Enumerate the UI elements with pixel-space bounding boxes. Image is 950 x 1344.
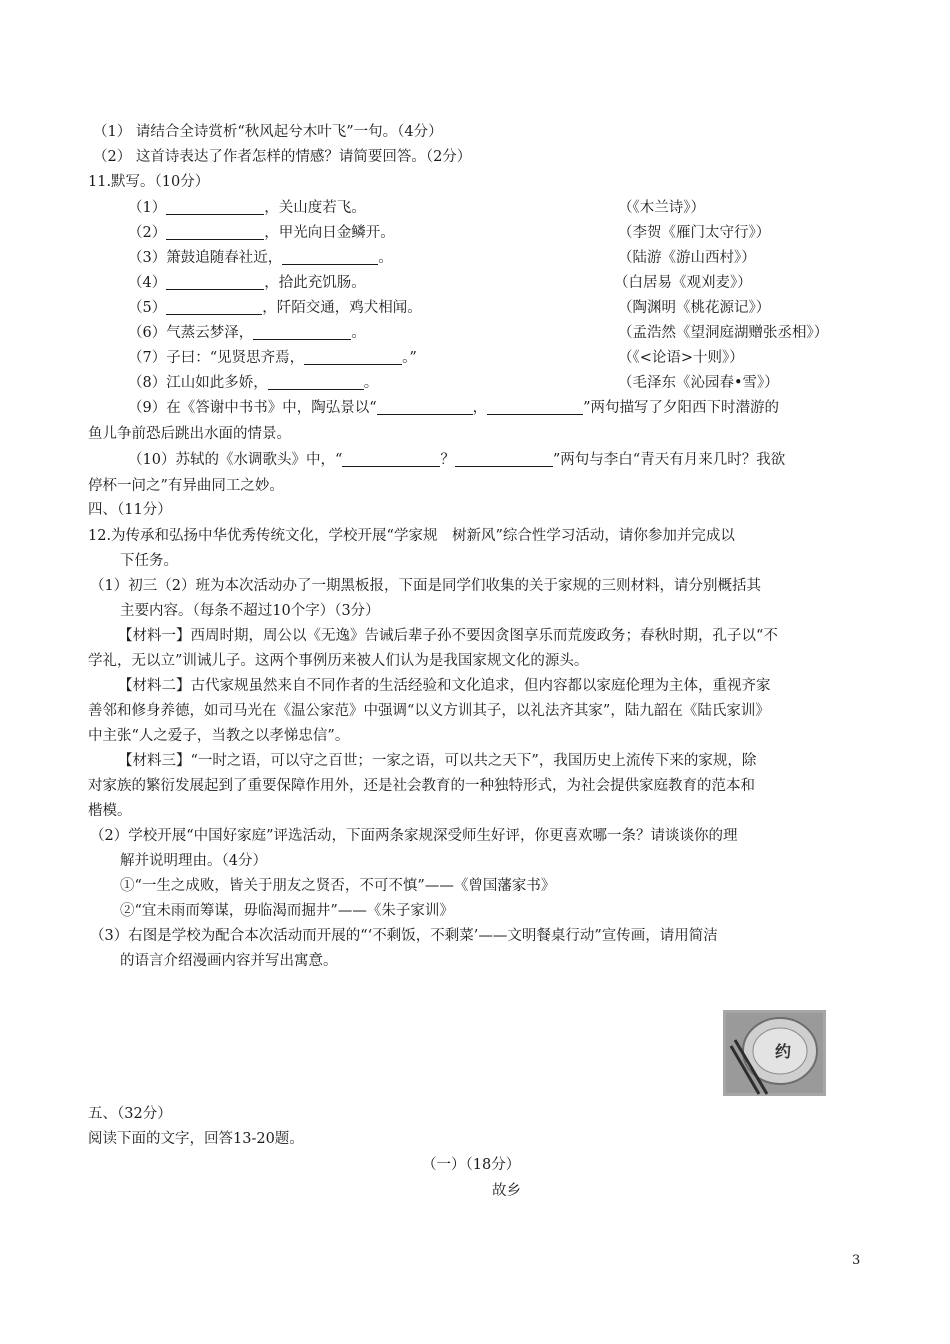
q10-sub2: （2） 这首诗表达了作者怎样的情感？请简要回答。（2分） — [93, 149, 472, 165]
poster-cartoon — [723, 1010, 826, 1096]
q11-item-10 — [128, 450, 785, 470]
q11-item-4-prefix: （4） — [128, 275, 167, 291]
q11-item-4-text: ，拾此充饥肠。 — [264, 275, 366, 291]
answer-blank[interactable] — [166, 274, 264, 290]
answer-blank[interactable] — [377, 399, 473, 415]
material-1-b: 学礼，无以立”训诫儿子。这两个事例历来被人们认为是我国家规文化的源头。 — [88, 653, 589, 669]
q11-item-3 — [128, 248, 393, 268]
q11-item-2 — [128, 223, 395, 243]
q11-item-10-lead: （10）苏轼的《水调歌头》中，“ — [128, 452, 343, 468]
q12-intro-2: 下任务。 — [120, 553, 178, 569]
material-1-a: 【材料一】西周时期，周公以《无逸》告诫后辈子孙不要因贪图享乐而荒废政务；春秋时期，孔子以“不 — [118, 628, 778, 644]
q11-item-9-tail: ”两句描写了夕阳西下时潜游的 — [583, 400, 780, 416]
answer-blank[interactable] — [166, 224, 264, 240]
q12-part1-b: 主要内容。（每条不超过10个字）（3分） — [120, 603, 380, 619]
q12-part2-a: （2）学校开展“中国好家庭”评选活动，下面两条家规深受师生好评，你更喜欢哪一条？请谈谈你的理 — [90, 828, 738, 844]
family-rule-option-1: ①“一生之成败，皆关于朋友之贤否，不可不慎”——《曾国藩家书》 — [120, 878, 556, 894]
material-2-b: 善邻和修身养德，如司马光在《温公家范》中强调“以义方训其子，以礼法齐其家”，陆九韶在《陆氏家训》 — [88, 703, 770, 719]
material-2-c: 中主张“人之爱子，当教之以孝悌忠信”。 — [88, 728, 350, 744]
q11-item-6 — [128, 323, 366, 343]
q11-item-3-text: 。 — [378, 250, 393, 266]
q11-item-1-source: （《木兰诗》） — [618, 200, 705, 216]
q12-part2-b: 解并说明理由。（4分） — [120, 853, 267, 869]
q11-item-3-prefix: （3）箫鼓追随春社近， — [128, 250, 283, 266]
answer-blank[interactable] — [166, 299, 262, 315]
q11-item-8-text: 。 — [363, 375, 379, 391]
q11-item-3-source: （陆游《游山西村》） — [618, 250, 756, 266]
q10-sub1: （1） 请结合全诗赏析“秋风起兮木叶飞”一句。（4分） — [93, 124, 443, 140]
q11-item-5-prefix: （5） — [128, 300, 167, 316]
q11-item-5-text: ，阡陌交通，鸡犬相闻。 — [262, 300, 422, 316]
q11-item-6-source: （孟浩然《望洞庭湖赠张丞相》） — [618, 325, 829, 341]
q11-item-9-cont: 鱼儿争前恐后跳出水面的情景。 — [88, 426, 291, 442]
section-5-instruction: 阅读下面的文字，回答13-20题。 — [88, 1131, 304, 1147]
section-4-title: 四、（11分） — [88, 502, 172, 518]
answer-blank[interactable] — [304, 349, 402, 365]
answer-blank[interactable] — [282, 249, 378, 265]
answer-blank[interactable] — [455, 451, 553, 467]
q11-item-10-qmark: ？ — [440, 452, 455, 468]
q12-part3-b: 的语言介绍漫画内容并写出寓意。 — [120, 953, 338, 969]
q11-item-8-prefix: （8）江山如此多娇， — [128, 375, 268, 391]
material-3-a: 【材料三】“一时之语，可以守之百世；一家之语，可以共之天下”，我国历史上流传下来的家规，除 — [118, 753, 757, 769]
answer-blank[interactable] — [166, 199, 264, 215]
q11-item-1-prefix: （1） — [128, 200, 167, 216]
q11-item-2-text: ，甲光向日金鳞开。 — [264, 225, 395, 241]
section-5-title: 五、（32分） — [88, 1106, 172, 1122]
cartoon-char: 约 — [774, 1042, 792, 1061]
material-2-a: 【材料二】古代家规虽然来自不同作者的生活经验和文化追求，但内容都以家庭伦理为主体，重视齐家 — [118, 678, 771, 694]
q11-item-8 — [128, 373, 378, 393]
q11-item-7 — [128, 348, 417, 368]
q11-item-9-lead: （9）在《答谢中书书》中，陶弘景以“ — [128, 400, 377, 416]
q11-item-4-source: （白居易《观刈麦》） — [614, 275, 752, 291]
q11-item-2-source: （李贺《雁门太守行》） — [618, 225, 771, 241]
material-3-b: 对家族的繁衍发展起到了重要保障作用外，还是社会教育的一种独特形式，为社会提供家庭教育的范本和 — [88, 778, 755, 794]
q11-item-7-text: 。” — [402, 350, 417, 366]
q11-item-9 — [128, 398, 779, 418]
q11-item-7-source: （《<论语>十则》） — [618, 350, 744, 366]
q11-title: 11.默写。（10分） — [88, 174, 210, 190]
q11-item-6-prefix: （6）气蒸云梦泽， — [128, 325, 254, 341]
q11-item-8-source: （毛泽东《沁园春•雪》） — [618, 375, 779, 391]
q11-item-10-tail: ”两句与李白“青天有月来几时？我欲 — [552, 452, 786, 468]
q11-item-7-prefix: （7）子曰：“见贤思齐焉， — [128, 350, 305, 366]
answer-blank[interactable] — [342, 451, 440, 467]
q11-item-1-text: ，关山度若飞。 — [264, 200, 366, 216]
q11-item-1 — [128, 198, 366, 218]
page-number: 3 — [852, 1253, 861, 1268]
answer-blank[interactable] — [268, 374, 364, 390]
q12-intro-1: 12.为传承和弘扬中华优秀传统文化，学校开展“学家规 树新风”综合性学习活动，请你参加并完成以 — [88, 528, 735, 544]
answer-blank[interactable] — [487, 399, 583, 415]
q11-item-10-cont: 停杯一问之”有异曲同工之妙。 — [88, 478, 284, 494]
q11-item-6-text: 。 — [351, 325, 366, 341]
q12-part1-a: （1）初三（2）班为本次活动办了一期黑板报，下面是同学们收集的关于家规的三则材料，请分别概括其 — [90, 578, 761, 594]
family-rule-option-2: ②“宜未雨而筹谋，毋临渴而掘井”——《朱子家训》 — [120, 903, 454, 919]
plate-chopsticks-illustration — [723, 1010, 826, 1096]
q11-item-5-source: （陶渊明《桃花源记》） — [618, 300, 771, 316]
part-one-heading: （一）（18分） — [422, 1157, 521, 1173]
q11-item-4 — [128, 273, 366, 293]
q11-item-9-comma: ， — [472, 400, 488, 416]
story-title: 故乡 — [492, 1183, 521, 1199]
q11-item-2-prefix: （2） — [128, 225, 167, 241]
q12-part3-a: （3）右图是学校为配合本次活动而开展的“‘不剩饭，不剩菜’——文明餐桌行动”宣传画，请用简洁 — [90, 928, 718, 944]
answer-blank[interactable] — [253, 324, 351, 340]
q11-item-5 — [128, 298, 422, 318]
material-3-c: 楷模。 — [88, 803, 132, 819]
